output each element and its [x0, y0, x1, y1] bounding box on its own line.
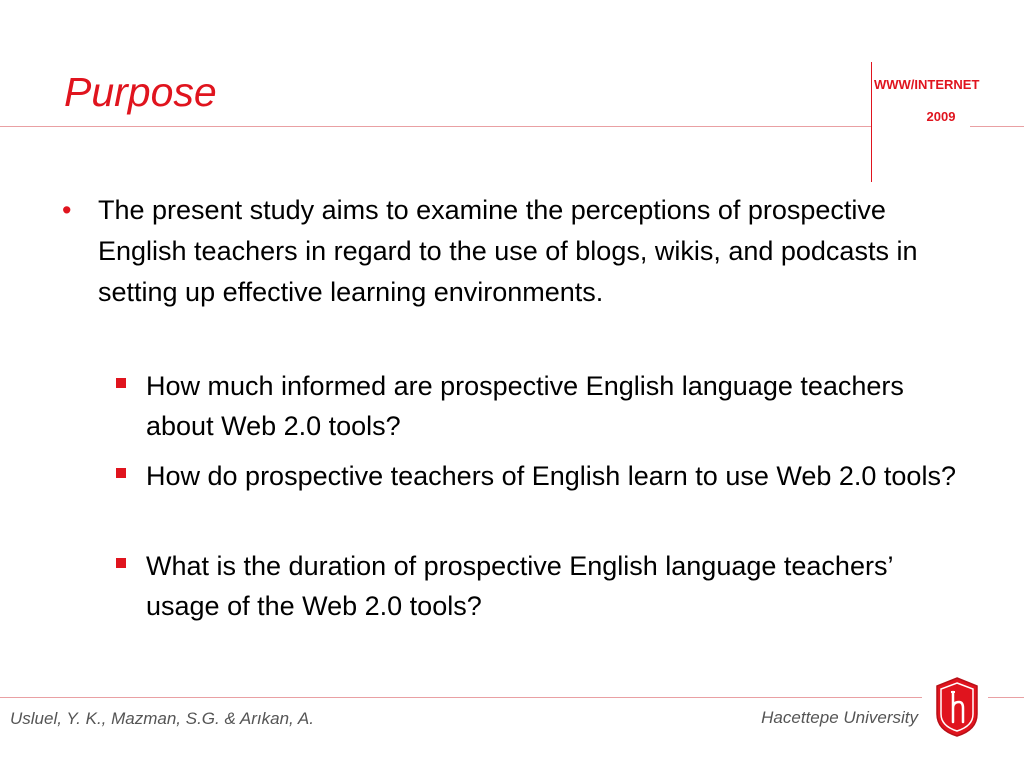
header-divider	[0, 126, 872, 127]
sub-bullet-item: What is the duration of prospective English language teachers’ usage of the Web 2.0 tools?	[146, 551, 893, 621]
sub-bullet-item: How much informed are prospective English language teachers about Web 2.0 tools?	[146, 371, 904, 441]
red-square-icon	[116, 558, 126, 568]
red-square-icon	[116, 468, 126, 478]
header-divider-right	[970, 126, 1024, 127]
footer-university: Hacettepe University	[761, 708, 918, 727]
footer-divider	[0, 697, 922, 698]
hacettepe-logo-icon	[934, 676, 980, 738]
footer-authors: Usluel, Y. K., Mazman, S.G. & Arıkan, A.	[10, 709, 314, 728]
bullet-dot-icon: •	[62, 195, 72, 225]
conference-name: WWW/INTERNET	[874, 77, 980, 92]
sub-bullet-item: How do prospective teachers of English learn to use Web 2.0 tools?	[146, 461, 956, 491]
footer-divider-right	[988, 697, 1024, 698]
slide-title: Purpose	[64, 69, 217, 115]
header-vertical-divider	[871, 62, 872, 182]
conference-year: 2009	[926, 109, 956, 124]
main-bullet-text: The present study aims to examine the perceptions of prospective English teachers in regard to the use of blogs, wikis, and podcasts in setting up effective learning environments.	[98, 195, 918, 307]
red-square-icon	[116, 378, 126, 388]
